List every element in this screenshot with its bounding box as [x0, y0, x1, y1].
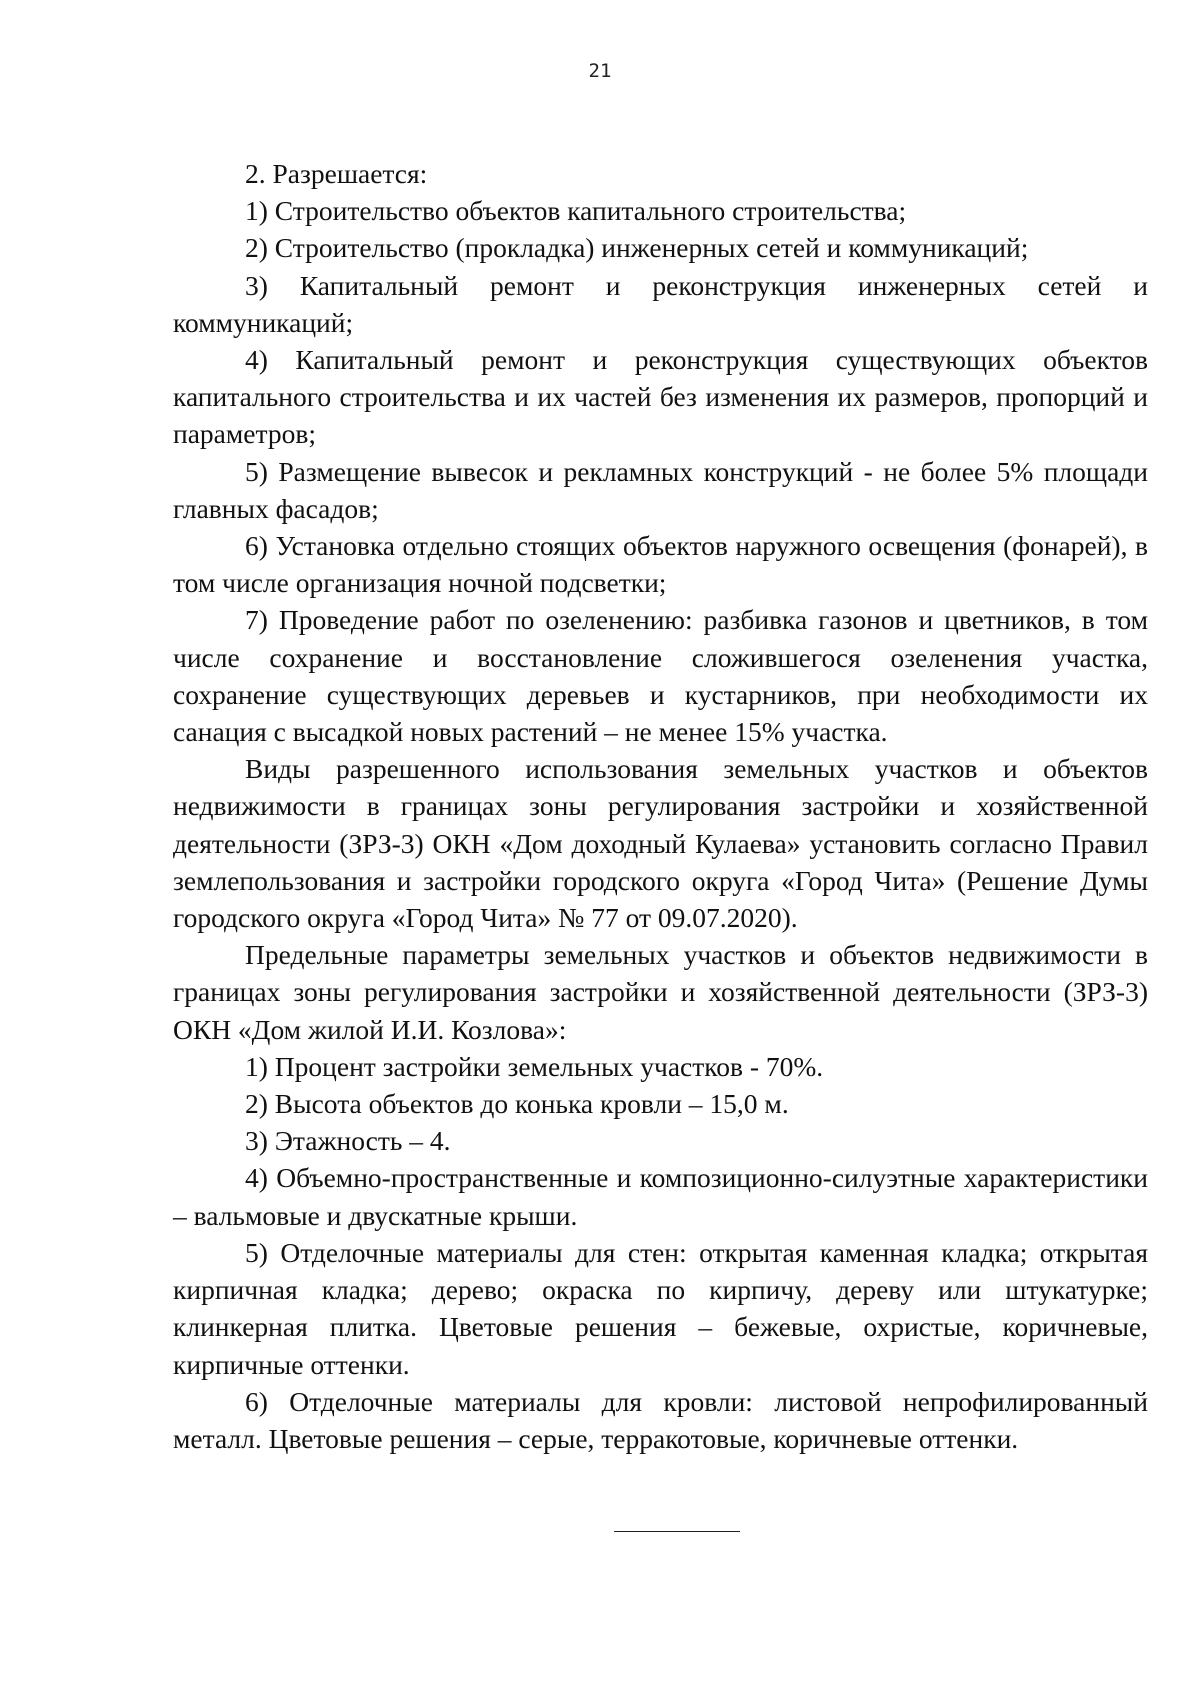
paragraph-item-7: 7) Проведение работ по озеленению: разбивка газонов и цветников, в том числе сохранение и восстановление сложившегося озеленения участка, сохранение существующих деревьев и кустарников, при необходимости их санация с высадкой новых растений – не менее 15% участка.: [173, 604, 1148, 748]
paragraph-item-6: 6) Установка отдельно стоящих объектов наружного освещения (фонарей), в том числе организация ночной подсветки;: [173, 530, 1148, 599]
paragraph-param-4: 4) Объемно-пространственные и композиционно-силуэтные характеристики – вальмовые и двускатные крыши.: [173, 1162, 1148, 1231]
paragraph-limit-parameters: Предельные параметры земельных участков и объектов недвижимости в границах зоны регулирования застройки и хозяйственной деятельности (ЗРЗ-3) ОКН «Дом жилой И.И. Козлова»:: [173, 939, 1148, 1045]
page-number: 21: [588, 60, 612, 82]
paragraph-item-2: 2) Строительство (прокладка) инженерных сетей и коммуникаций;: [245, 232, 1029, 264]
closing-rule-divider: [614, 1531, 740, 1532]
paragraph-permitted-heading: 2. Разрешается:: [245, 158, 428, 189]
paragraph-item-1: 1) Строительство объектов капитального строительства;: [245, 195, 907, 227]
paragraph-param-6: 6) Отделочные материалы для кровли: листовой непрофилированный металл. Цветовые решения – серые, терракотовые, коричневые оттенки.: [173, 1385, 1148, 1454]
paragraph-permitted-uses: Виды разрешенного использования земельных участков и объектов недвижимости в границах зоны регулирования застройки и хозяйственной деятельности (ЗРЗ-3) ОКН «Дом доходный Кулаева» установить согласно Правил землепользования и застройки городского округа «Город Чита» (Решение Думы городского округа «Город Чита» № 77 от 09.07.2020).: [173, 753, 1148, 934]
paragraph-param-5: 5) Отделочные материалы для стен: открытая каменная кладка; открытая кирпичная кладка; дерево; окраска по кирпичу, дереву или штукатурке; клинкерная плитка. Цветовые решения – бежевые, охристые, коричневые, кирпичные оттенки.: [173, 1236, 1148, 1380]
paragraph-param-1: 1) Процент застройки земельных участков - 70%.: [245, 1050, 824, 1082]
paragraph-item-3: 3) Капитальный ремонт и реконструкция инженерных сетей и коммуникаций;: [173, 269, 1148, 338]
paragraph-param-2: 2) Высота объектов до конька кровли – 15,0 м.: [245, 1088, 789, 1120]
paragraph-item-5: 5) Размещение вывесок и рекламных конструкций - не более 5% площади главных фасадов;: [173, 455, 1148, 524]
paragraph-item-4: 4) Капитальный ремонт и реконструкция существующих объектов капитального строительства и их частей без изменения их размеров, пропорций и параметров;: [173, 344, 1148, 450]
document-body: [173, 155, 1148, 1457]
paragraph-param-3: 3) Этажность – 4.: [245, 1125, 451, 1157]
